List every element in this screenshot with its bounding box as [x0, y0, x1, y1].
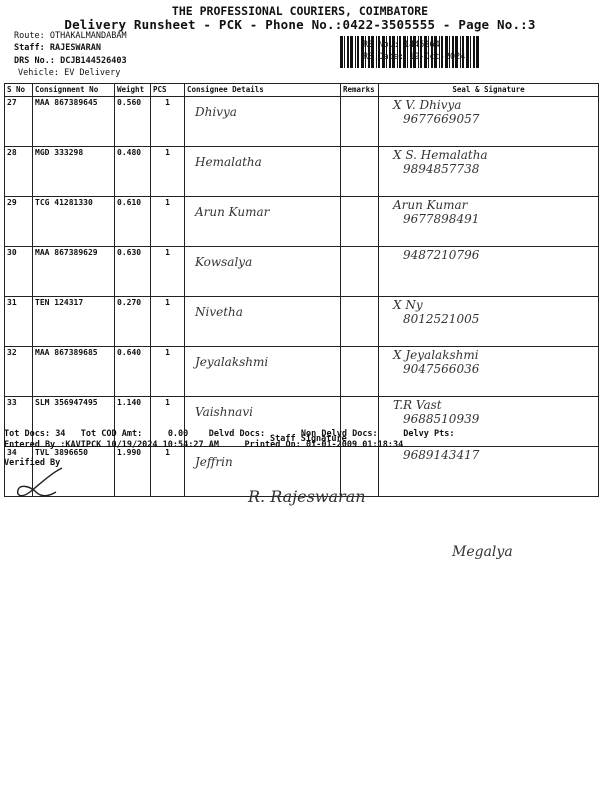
row-remarks: [341, 247, 379, 297]
row-signature: [379, 297, 599, 347]
tot-docs-value: 34: [55, 429, 66, 439]
table-row: [5, 347, 599, 397]
row-consignee: Jeyalakshmi: [185, 347, 341, 397]
row-phone: 9894857738: [403, 162, 480, 176]
table-row: [5, 247, 599, 297]
row-consignee: Hemalatha: [185, 147, 341, 197]
row-phone: 8012521005: [403, 312, 480, 326]
row-weight: 0.560: [115, 97, 151, 147]
col-pcs: PCS: [151, 84, 185, 97]
table-row: [5, 297, 599, 347]
row-pcs: 1: [151, 97, 185, 147]
row-sno: 31: [5, 297, 33, 347]
row-sno: 30: [5, 247, 33, 297]
tot-cod-value: 0.00: [167, 429, 189, 439]
row-signature: [379, 347, 599, 397]
barcode-bar: [350, 36, 353, 68]
staff-value: RAJESWARAN: [49, 43, 102, 53]
row-consignment-no: TCG 41281330: [33, 197, 115, 247]
col-consignee: Consignee Details: [185, 84, 341, 97]
staff-line: Staff: RAJESWARAN: [14, 43, 102, 53]
barcode-bar: [355, 36, 356, 68]
row-pcs: 1: [151, 397, 185, 447]
row-signature: [379, 397, 599, 447]
row-signature-text: T.R Vast: [393, 398, 442, 412]
company-name: THE PROFESSIONAL COURIERS, COIMBATORE: [171, 4, 429, 18]
row-sno: 27: [5, 97, 33, 147]
table-row: [5, 147, 599, 197]
delvd-docs-label: Delvd Docs:: [208, 429, 266, 439]
row-signature-text: X S. Hemalatha: [393, 148, 488, 162]
row-weight: 0.480: [115, 147, 151, 197]
staff-signature-label: Staff Signature: [270, 434, 347, 444]
row-consignee: Nivetha: [185, 297, 341, 347]
row-consignment-no: TVL 3896650: [33, 447, 115, 497]
row-signature: [379, 447, 599, 497]
route-value: OTHAKALMANDABAM: [49, 31, 127, 41]
row-signature-text: X Jeyalakshmi: [393, 348, 479, 362]
col-weight: Weight: [115, 84, 151, 97]
row-weight: 1.140: [115, 397, 151, 447]
entered-line: Entered By :KAVIPCK 10/19/2024 10:54:27 AM Printed On: 01-01-2009 01:18:34: [4, 440, 404, 450]
row-phone: 9688510939: [403, 412, 480, 426]
row-pcs: 1: [151, 347, 185, 397]
col-sno: S No: [5, 84, 33, 97]
row-remarks: [341, 347, 379, 397]
row-phone: 9677669057: [403, 112, 480, 126]
row-weight: 0.610: [115, 197, 151, 247]
col-remarks: Remarks: [341, 84, 379, 97]
barcode-bar: [473, 36, 475, 68]
row-phone: 9047566036: [403, 362, 480, 376]
entered-by-value: KAVIPCK 10/19/2024 10:54:27 AM: [65, 440, 219, 450]
barcode-bar: [466, 36, 469, 68]
totals-line: Tot Docs: 34 Tot COD Amt: 0.00 Delvd Docs: Non Delvd Docs: Delvy Pts:: [4, 429, 455, 439]
row-phone: 9677898491: [403, 212, 480, 226]
rs-no-value: 1445264: [403, 40, 440, 50]
rs-date-value: 19-Oct-2024: [409, 52, 466, 62]
vehicle-value: EV Delivery: [64, 68, 121, 78]
row-weight: 0.640: [115, 347, 151, 397]
row-pcs: 1: [151, 247, 185, 297]
row-sno: 32: [5, 347, 33, 397]
drs-value: DCJB144526403: [60, 56, 127, 66]
row-consignee: Vaishnavi: [185, 397, 341, 447]
row-signature: [379, 247, 599, 297]
barcode-bar: [344, 36, 345, 68]
row-sno: 28: [5, 147, 33, 197]
table-row: [5, 97, 599, 147]
row-remarks: [341, 147, 379, 197]
printed-on-value: 01-01-2009 01:18:34: [305, 440, 404, 450]
drs-line: DRS No.: DCJB144526403: [14, 56, 127, 66]
route-line: Route: OTHAKALMANDABAM: [14, 31, 127, 41]
col-signature: Seal & Signature: [379, 84, 599, 97]
barcode-bar: [357, 36, 359, 68]
row-consignment-no: MAA 867389629: [33, 247, 115, 297]
row-sno: 33: [5, 397, 33, 447]
row-weight: 0.630: [115, 247, 151, 297]
row-remarks: [341, 97, 379, 147]
staff-handwritten-signature: R. Rajeswaran: [248, 487, 366, 506]
row-phone: 9689143417: [403, 448, 480, 462]
vehicle-line: Vehicle: EV Delivery: [18, 68, 121, 78]
row-signature-text: X V. Dhivya: [393, 98, 462, 112]
row-remarks: [341, 197, 379, 247]
row-signature-text: X Ny: [393, 298, 423, 312]
verified-signature-icon: [10, 462, 70, 504]
row-pcs: 1: [151, 147, 185, 197]
row-pcs: 1: [151, 197, 185, 247]
verified-by-label: Verified By: [4, 458, 61, 468]
row-sno: 34: [5, 447, 33, 497]
row-remarks: [341, 297, 379, 347]
row-sno: 29: [5, 197, 33, 247]
row-pcs: 1: [151, 447, 185, 497]
row-signature-text: Arun Kumar: [393, 198, 468, 212]
barcode-bar: [347, 36, 349, 68]
row-signature: [379, 97, 599, 147]
row-consignment-no: MAA 867389645: [33, 97, 115, 147]
delvy-pts-label: Delvy Pts:: [403, 429, 455, 439]
row-weight: 0.270: [115, 297, 151, 347]
table-header-row: [5, 84, 599, 97]
row-consignment-no: MAA 867389685: [33, 347, 115, 397]
row-consignment-no: MGD 333298: [33, 147, 115, 197]
rs-no-line: RS No.: 1445264: [363, 40, 440, 50]
barcode-bar: [470, 36, 471, 68]
row-signature: [379, 147, 599, 197]
barcode-bar: [476, 36, 479, 68]
row-consignment-no: SLM 356947495: [33, 397, 115, 447]
row-consignee: Jeffrin: [185, 447, 341, 497]
row-consignment-no: TEN 124317: [33, 297, 115, 347]
barcode-bar: [340, 36, 343, 68]
row-phone: 9487210796: [403, 248, 480, 262]
row-weight: 1.990: [115, 447, 151, 497]
extra-handwritten-signature: Megalya: [452, 544, 513, 560]
row-consignee: Arun Kumar: [185, 197, 341, 247]
row-signature: [379, 197, 599, 247]
row-pcs: 1: [151, 297, 185, 347]
row-consignee: Dhivya: [185, 97, 341, 147]
rs-date-line: RS Date: 19-Oct-2024: [363, 52, 466, 62]
row-consignee: Kowsalya: [185, 247, 341, 297]
table-row: [5, 197, 599, 247]
non-delvd-docs-label: Non Delvd Docs:: [300, 429, 378, 439]
runsheet-title: Delivery Runsheet - PCK - Phone No.:0422-3505555 - Page No.:3: [64, 17, 536, 32]
col-consignment: Consignment No: [33, 84, 115, 97]
